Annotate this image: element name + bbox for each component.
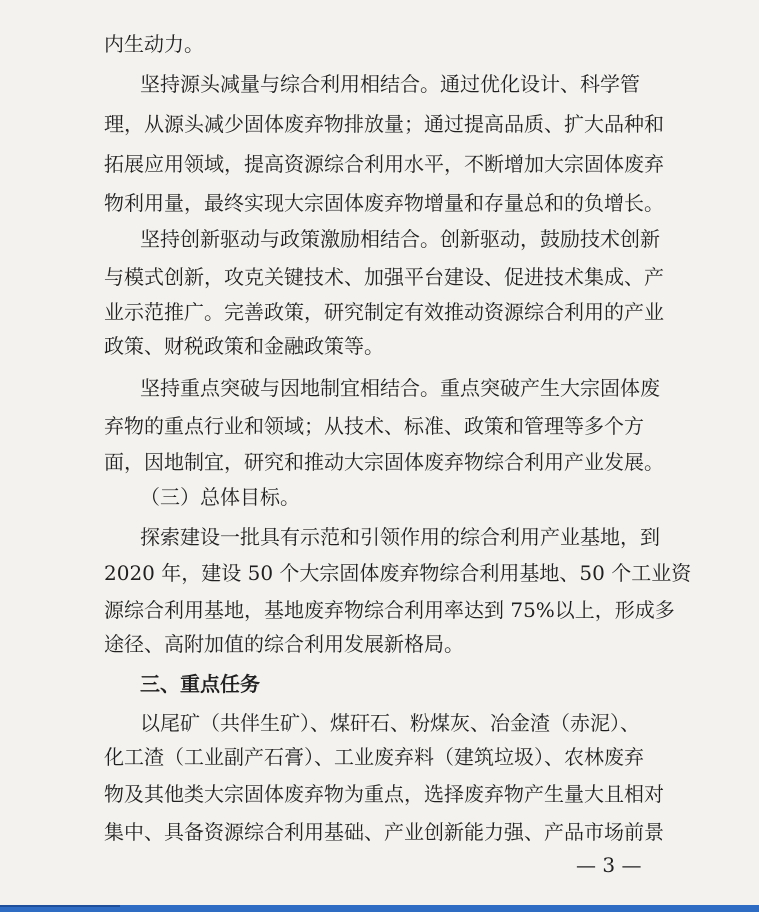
text-line: 以尾矿（共伴生矿）、煤矸石、粉煤灰、冶金渣（赤泥）、 — [140, 711, 640, 735]
text-line: 拓展应用领域，提高资源综合利用水平，不断增加大宗固体废弃 — [104, 152, 664, 176]
text-line: 2020 年，建设 50 个大宗固体废弃物综合利用基地、50 个工业资 — [104, 561, 692, 585]
text-line: 面，因地制宜，研究和推动大宗固体废弃物综合利用产业发展。 — [104, 450, 664, 474]
page-number: — 3 — — [576, 853, 642, 877]
text-line: 化工渣（工业副产石膏）、工业废弃料（建筑垃圾）、农林废弃 — [104, 745, 644, 769]
text-line: 内生动力。 — [104, 32, 204, 56]
text-line: 与模式创新，攻克关键技术、加强平台建设、促进技术集成、产 — [104, 265, 664, 289]
text-line: 源综合利用基地，基地废弃物综合利用率达到 75%以上，形成多 — [104, 598, 675, 622]
text-line: 坚持重点突破与因地制宜相结合。重点突破产生大宗固体废 — [140, 376, 660, 400]
text-line: 坚持创新驱动与政策激励相结合。创新驱动，鼓励技术创新 — [140, 227, 660, 251]
text-line: 探索建设一批具有示范和引领作用的综合利用产业基地，到 — [140, 525, 660, 549]
text-line: 物及其他类大宗固体废弃物为重点，选择废弃物产生量大且相对 — [104, 782, 664, 806]
bottom-bar — [0, 905, 759, 912]
text-line: 集中、具备资源综合利用基础、产业创新能力强、产品市场前景 — [104, 820, 664, 844]
text-line: 弃物的重点行业和领域；从技术、标准、政策和管理等多个方 — [104, 414, 644, 438]
text-line: 途径、高附加值的综合利用发展新格局。 — [104, 632, 464, 656]
section-heading: 三、重点任务 — [140, 672, 260, 696]
text-line: 业示范推广。完善政策，研究制定有效推动资源综合利用的产业 — [104, 300, 664, 324]
text-line: 政策、财税政策和金融政策等。 — [104, 334, 384, 358]
text-line: 理，从源头减少固体废弃物排放量；通过提高品质、扩大品种和 — [104, 112, 664, 136]
text-line: 物利用量，最终实现大宗固体废弃物增量和存量总和的负增长。 — [104, 191, 664, 215]
text-line: 坚持源头减量与综合利用相结合。通过优化设计、科学管 — [140, 72, 640, 96]
section-subheading: （三）总体目标。 — [140, 485, 300, 509]
